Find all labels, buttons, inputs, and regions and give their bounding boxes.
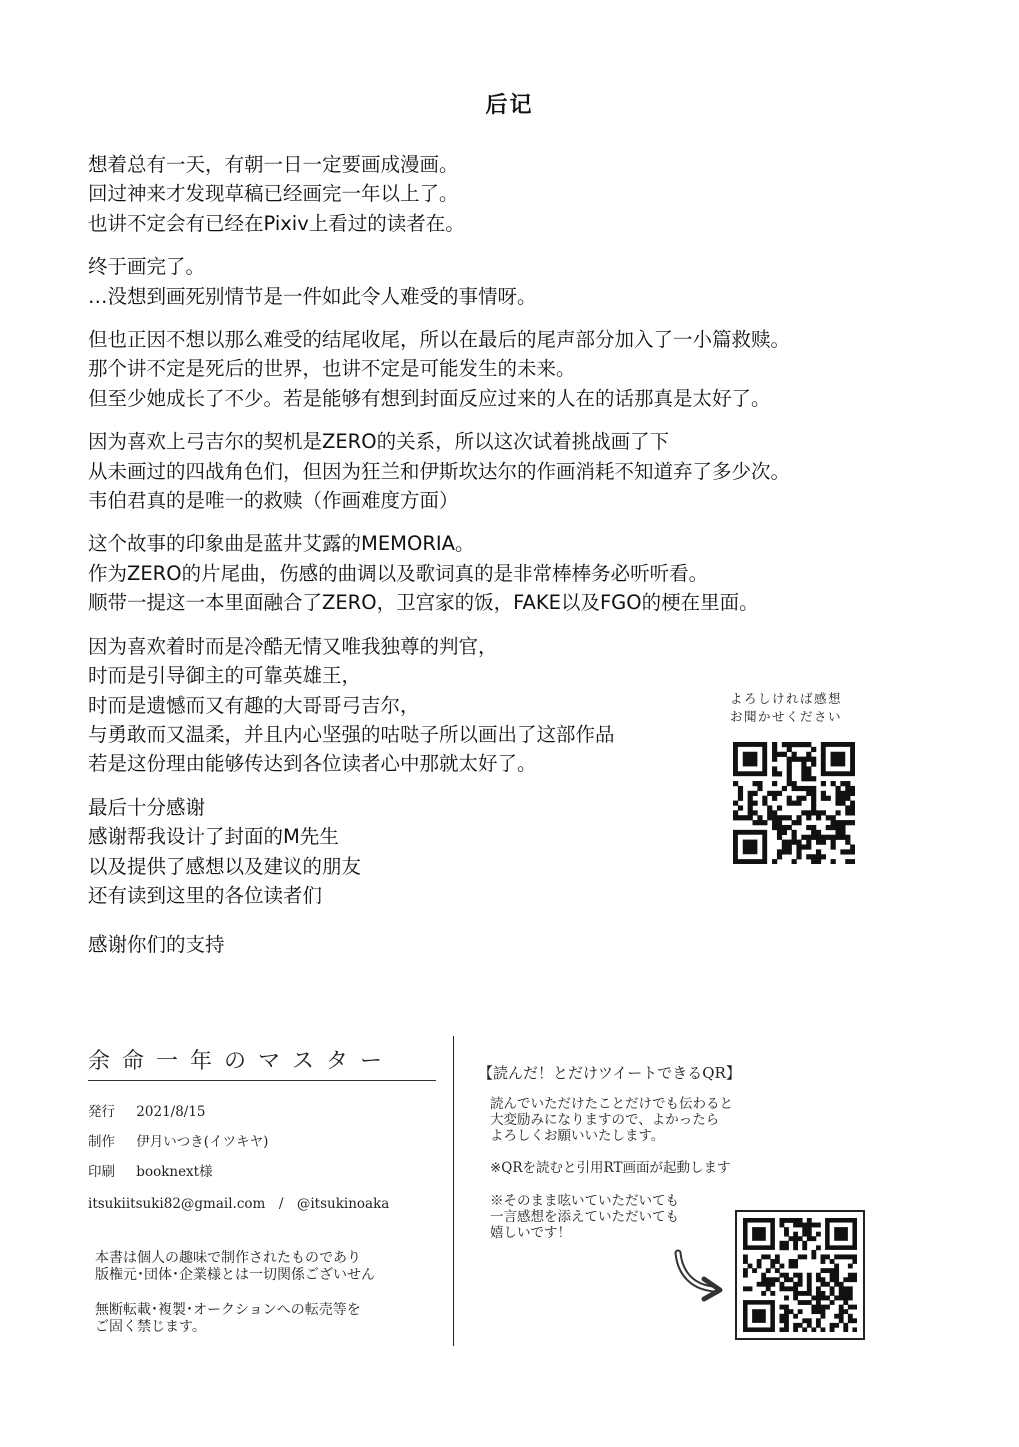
text-line: 时而是遗憾而又有趣的大哥哥弓吉尔，: [88, 693, 420, 717]
colophon-author: [88, 1130, 268, 1150]
author-name: 伊月いつき(イツキヤ): [136, 1134, 269, 1150]
text-line: 想着总有一天，有朝一日一定要画成漫画。: [88, 153, 459, 176]
paragraph-4: [88, 427, 928, 515]
text-line: 韦伯君真的是唯一的救赎（作画难度方面）: [88, 489, 459, 513]
note-line: 大変励みになりますので、よかったら: [490, 1112, 720, 1128]
tweet-qr-code[interactable]: [735, 1210, 865, 1340]
note-line: 読んでいただけたことだけでも伝わると: [490, 1096, 733, 1112]
tweet-qr-comment: [490, 1193, 679, 1241]
text-line: 顺带一提这一本里面融合了ZERO，卫宫家的饭，FAKE以及FGO的梗在里面。: [88, 591, 759, 615]
prohibition-line: ご固く禁じます。: [95, 1319, 206, 1335]
paragraph-8: [88, 930, 928, 959]
tweet-qr-instruction: [490, 1160, 730, 1176]
printer-name: booknext様: [136, 1164, 213, 1180]
paragraph-1: [88, 150, 928, 238]
text-line: 但至少她成长了不少。若是能够有想到封面反应过来的人在的话那真是太好了。: [88, 386, 771, 410]
caption-line: よろしければ感想: [730, 691, 843, 706]
note-line: 嬉しいです！: [490, 1225, 571, 1241]
published-label: 発行: [88, 1104, 115, 1120]
text-line: 感谢帮我设计了封面的M先生: [88, 825, 339, 849]
arrow-pointer-icon: [670, 1245, 730, 1305]
vertical-divider: [453, 1036, 454, 1346]
text-line: 感谢你们的支持: [88, 933, 225, 957]
text-line: 作为ZERO的片尾曲，伤感的曲调以及歌词真的是非常棒棒务必听听看。: [88, 561, 709, 585]
note-line: よろしくお願いいたします。: [490, 1128, 665, 1144]
text-line: 若是这份理由能够传达到各位读者心中那就太好了。: [88, 752, 537, 776]
qr-pattern: [733, 742, 855, 864]
tweet-qr-title: 【読んだ！とだけツイートできるQR】: [478, 1064, 741, 1082]
paragraph-2: [88, 252, 928, 311]
feedback-qr-code[interactable]: [733, 742, 855, 864]
colophon-contact: itsukiitsuki82@gmail.com / @itsukinoaka: [88, 1196, 390, 1212]
text-line: 因为喜欢着时而是冷酷无情又唯我独尊的判官，: [88, 634, 498, 658]
paragraph-3: [88, 325, 928, 413]
colophon-book-title: 余命一年のマスター: [88, 1049, 395, 1074]
paragraph-5: [88, 529, 928, 617]
prohibition-line: 無断転載･複製･オークションへの転売等を: [95, 1302, 361, 1318]
text-line: 以及提供了感想以及建议的朋友: [88, 854, 362, 878]
published-date: 2021/8/15: [136, 1104, 206, 1120]
disclaimer: [95, 1250, 375, 1284]
disclaimer-line: 版権元･団体･企業様とは一切関係ございせん: [95, 1267, 375, 1283]
text-line: …没想到画死别情节是一件如此令人难受的事情呀。: [88, 284, 537, 308]
text-line: 从未画过的四战角色们，但因为狂兰和伊斯坎达尔的作画消耗不知道弃了多少次。: [88, 459, 791, 483]
colophon-printer: [88, 1160, 213, 1180]
page-title: 后记: [485, 93, 534, 118]
text-line: 与勇敢而又温柔，并且内心坚强的咕哒子所以画出了这部作品: [88, 722, 615, 746]
colophon-published: [88, 1100, 206, 1120]
prohibition-notice: [95, 1302, 361, 1336]
printer-label: 印刷: [88, 1164, 115, 1180]
text-line: 也讲不定会有已经在Pixiv上看过的读者在。: [88, 211, 465, 235]
tweet-qr-note: [490, 1096, 733, 1144]
text-line: 那个讲不定是死后的世界，也讲不定是可能发生的未来。: [88, 357, 576, 381]
author-label: 制作: [88, 1134, 115, 1150]
colophon-rule: [88, 1080, 436, 1081]
text-line: 但也正因不想以那么难受的结尾收尾，所以在最后的尾声部分加入了一小篇救赎。: [88, 328, 791, 352]
note-line: ※QRを読むと引用RT画面が起動します: [490, 1160, 731, 1176]
qr-top-caption: [730, 690, 870, 726]
text-line: 因为喜欢上弓吉尔的契机是ZERO的关系，所以这次试着挑战画了下: [88, 430, 670, 454]
text-line: 终于画完了。: [88, 255, 206, 279]
text-line: 最后十分感谢: [88, 795, 206, 819]
text-line: 回过神来才发现草稿已经画完一年以上了。: [88, 182, 459, 206]
text-line: 这个故事的印象曲是蓝井艾露的MEMORIA。: [88, 532, 475, 556]
note-line: ※そのまま呟いていただいても: [490, 1193, 679, 1209]
note-line: 一言感想を添えていただいても: [490, 1209, 679, 1225]
text-line: 还有读到这里的各位读者们: [88, 883, 323, 907]
qr-pattern: [743, 1218, 857, 1332]
caption-line: お聞かせください: [730, 709, 843, 724]
text-line: 时而是引导御主的可靠英雄王，: [88, 664, 362, 688]
disclaimer-line: 本書は個人の趣味で制作されたものであり: [95, 1250, 361, 1266]
